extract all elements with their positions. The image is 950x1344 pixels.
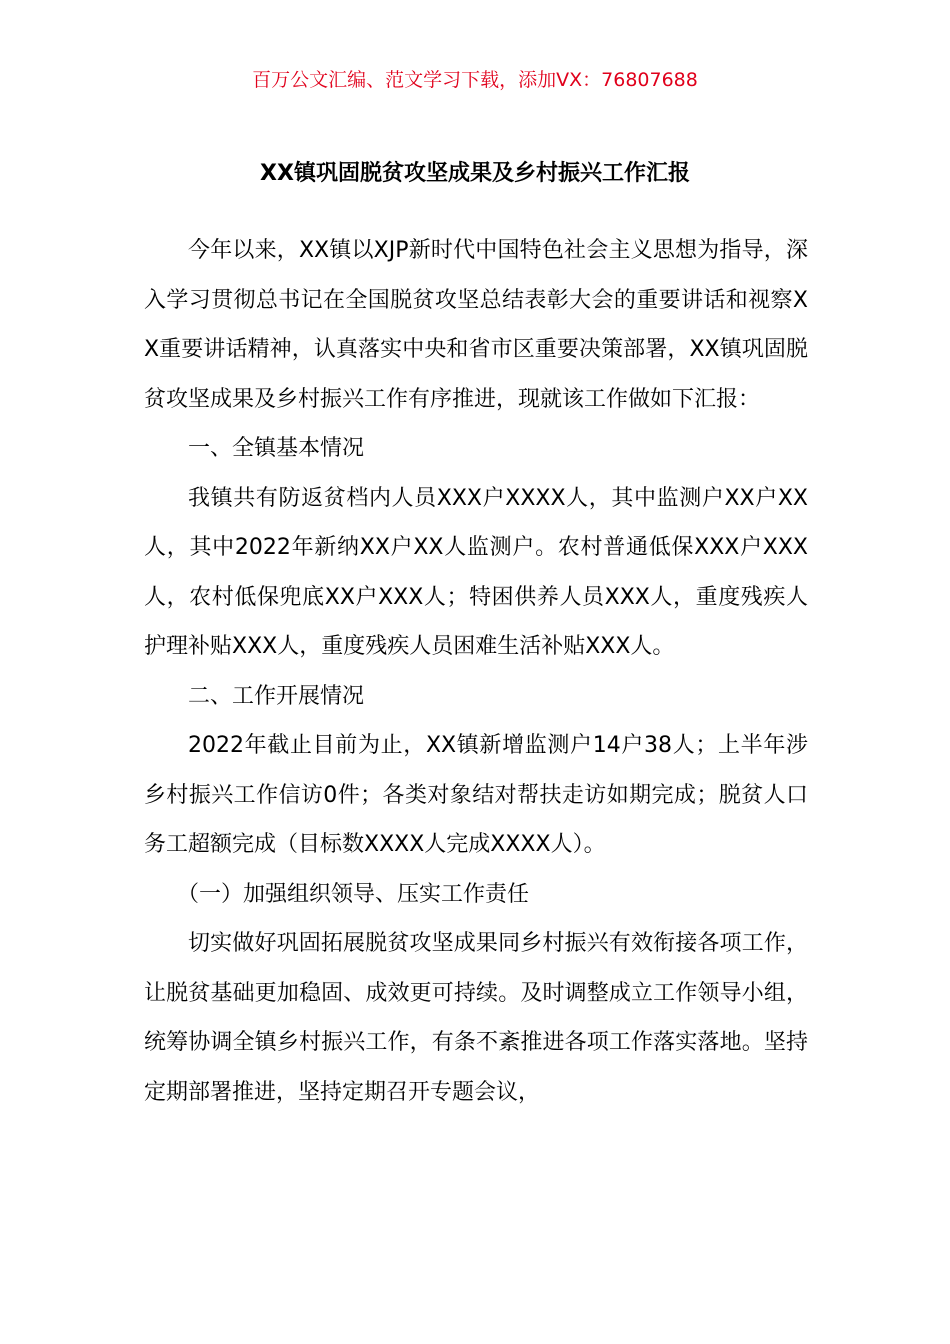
- organization-paragraph: 切实做好巩固拓展脱贫攻坚成果同乡村振兴有效衔接各项工作，让脱贫基础更加稳固、成效更可持续。及时调整成立工作领导小组，统筹协调全镇乡村振兴工作，有条不紊推进各项工作落实落地。坚持定期部署推进，坚持定期召开专题会议，: [144, 931, 808, 1105]
- section-heading-1: 一、全镇基本情况: [188, 436, 365, 461]
- work-progress-paragraph: 2022年截止目前为止，XX镇新增监测户14户38人；上半年涉乡村振兴工作信访0件；各类对象结对帮扶走访如期完成；脱贫人口务工超额完成（目标数XXXX人完成XXXX人）。: [144, 733, 808, 857]
- subsection-heading-1: （一）加强组织领导、压实工作责任: [177, 881, 530, 907]
- header-notice: 百万公文汇编、范文学习下载，添加VX：76807688: [252, 69, 698, 91]
- intro-paragraph: 今年以来，XX镇以XJP新时代中国特色社会主义思想为指导，深入学习贯彻总书记在全国脱贫攻坚总结表彰大会的重要讲话和视察XX重要讲话精神，认真落实中央和省市区重要决策部署，XX镇巩固脱贫攻坚成果及乡村振兴工作有序推进，现就该工作做如下汇报：: [144, 238, 808, 412]
- document-title: XX镇巩固脱贫攻坚成果及乡村振兴工作汇报: [260, 161, 690, 186]
- basic-situation-paragraph: 我镇共有防返贫档内人员XXX户XXXX人，其中监测户XX户XX人，其中2022年新纳XX户XX人监测户。农村普通低保XXX户XXX人，农村低保兜底XX户XXX人；特困供养人员XXX人，重度残疾人护理补贴XXX人，重度残疾人员困难生活补贴XXX人。: [144, 485, 808, 659]
- section-heading-2: 二、工作开展情况: [188, 683, 365, 709]
- document-body: [144, 226, 808, 1117]
